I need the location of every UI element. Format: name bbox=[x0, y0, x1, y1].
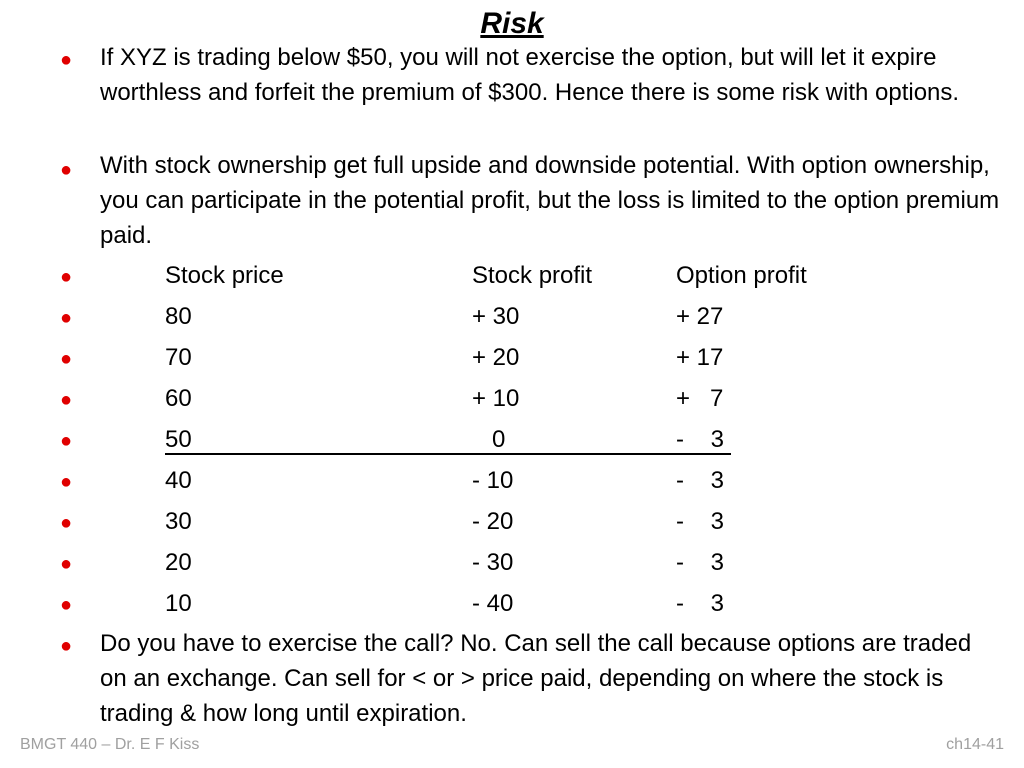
footer-course: BMGT 440 – Dr. E F Kiss bbox=[20, 736, 200, 753]
bullet-icon: ● bbox=[60, 307, 73, 329]
stock-price-cell: 80 bbox=[165, 303, 192, 330]
paragraph-3: Do you have to exercise the call? No. Can sell the call because options are traded on an exchange. Can sell for < or > price paid, depending on where the stock is trading & how long until expiration. bbox=[100, 630, 972, 727]
bullet-icon: ● bbox=[60, 471, 73, 493]
bullet-icon: ● bbox=[60, 594, 73, 616]
bullet-icon: ● bbox=[60, 266, 73, 288]
bullet-icon: ● bbox=[60, 348, 73, 370]
table-row bbox=[0, 502, 1024, 542]
stock-price-cell: 70 bbox=[165, 344, 192, 371]
stock-profit-cell: 0 bbox=[472, 426, 506, 453]
stock-price-cell: 60 bbox=[165, 385, 192, 412]
stock-price-cell: 50 bbox=[165, 426, 192, 453]
stock-profit-cell: + 30 bbox=[472, 303, 520, 330]
option-profit-cell: - 3 bbox=[676, 426, 725, 453]
table-row bbox=[0, 379, 1024, 419]
table-row-breakeven bbox=[0, 420, 1024, 460]
header-option-profit: Option profit bbox=[676, 262, 807, 289]
paragraph-2: With stock ownership get full upside and downside potential. With option ownership, you can participate in the potential profit, but the loss is limited to the option premium paid. bbox=[100, 152, 1000, 249]
option-profit-cell: + 27 bbox=[676, 303, 724, 330]
option-profit-cell: - 3 bbox=[676, 508, 725, 535]
table-row bbox=[0, 461, 1024, 501]
bullet-icon: ● bbox=[60, 159, 73, 181]
table-row bbox=[0, 297, 1024, 337]
footer-slide-number: ch14-41 bbox=[946, 736, 1004, 753]
stock-price-cell: 10 bbox=[165, 590, 192, 617]
stock-price-cell: 20 bbox=[165, 549, 192, 576]
paragraph-1: If XYZ is trading below $50, you will not exercise the option, but will let it expire worthless and forfeit the premium of $300. Hence there is some risk with options. bbox=[100, 44, 960, 106]
option-profit-cell: + 7 bbox=[676, 385, 724, 412]
header-stock-profit: Stock profit bbox=[472, 262, 593, 289]
table-row bbox=[0, 543, 1024, 583]
table-header-row bbox=[0, 256, 1024, 296]
bullet-icon: ● bbox=[60, 49, 73, 71]
option-profit-cell: - 3 bbox=[676, 467, 725, 494]
option-profit-cell: - 3 bbox=[676, 590, 725, 617]
stock-profit-cell: - 40 bbox=[472, 590, 514, 617]
stock-profit-cell: - 30 bbox=[472, 549, 514, 576]
option-profit-cell: + 17 bbox=[676, 344, 724, 371]
slide-title: Risk bbox=[480, 7, 544, 40]
bullet-icon: ● bbox=[60, 389, 73, 411]
table-row bbox=[0, 338, 1024, 378]
stock-profit-cell: + 10 bbox=[472, 385, 520, 412]
stock-profit-cell: + 20 bbox=[472, 344, 520, 371]
stock-profit-cell: - 10 bbox=[472, 467, 514, 494]
bullet-icon: ● bbox=[60, 512, 73, 534]
stock-price-cell: 40 bbox=[165, 467, 192, 494]
bullet-icon: ● bbox=[60, 553, 73, 575]
header-stock-price: Stock price bbox=[165, 262, 284, 289]
bullet-icon: ● bbox=[60, 430, 73, 452]
option-profit-cell: - 3 bbox=[676, 549, 725, 576]
stock-price-cell: 30 bbox=[165, 508, 192, 535]
bullet-icon: ● bbox=[60, 635, 73, 657]
table-row bbox=[0, 584, 1024, 624]
stock-profit-cell: - 20 bbox=[472, 508, 514, 535]
